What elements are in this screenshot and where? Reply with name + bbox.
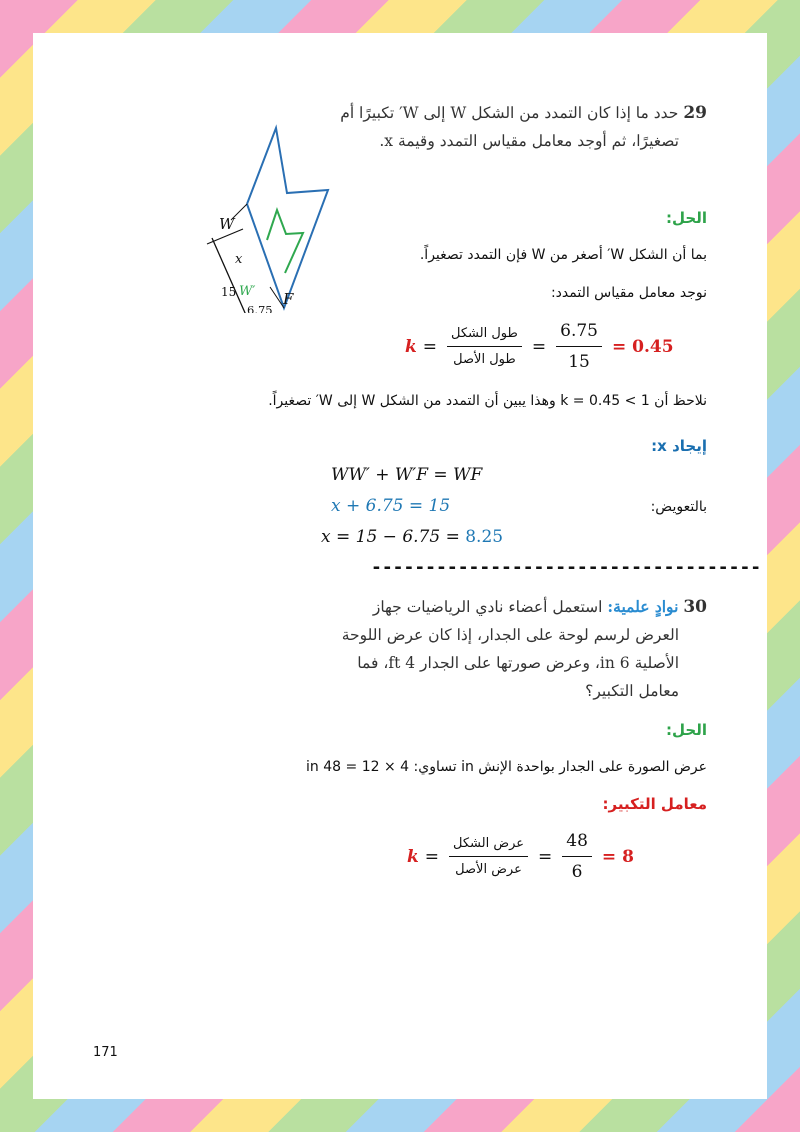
- question-number-30: 30: [683, 597, 707, 617]
- label-15: 15: [221, 285, 237, 299]
- ratio-words-30: $\frac{\text{عرض الشكل}}{\text{عرض الأصل}}$: [449, 836, 528, 877]
- separator-dashes: ------------------------------------: [371, 557, 762, 578]
- question-30-title: نوادٍ علمية:: [607, 597, 679, 616]
- factor-heading: معامل التكبير:: [602, 795, 707, 813]
- question-30-line1: استعمل أعضاء نادي الرياضيات جهاز: [372, 598, 603, 616]
- x-value: 8.25: [465, 527, 504, 547]
- ratio-words: $\frac{\text{طول الشكل}}{\text{طول الأصل}}$: [447, 326, 522, 367]
- statement-wall-width: عرض الصورة على الجدار بواحدة الإنش in تساوي: 4 × 12 = 48 in: [306, 759, 707, 775]
- question-text-line2: تصغيرًا، ثم أوجد معامل مقياس التمدد وقيمة x.: [379, 132, 679, 150]
- solution-heading-30: الحل:: [666, 721, 707, 739]
- equation-segments: WW′ + W′F = WF: [331, 465, 483, 485]
- eq-k: k: [405, 336, 417, 357]
- page-number: 171: [93, 1045, 118, 1060]
- question-number: 29: [683, 103, 707, 123]
- question-30-line3: الأصلية 6 in، وعرض صورتها على الجدار 4 ft، فما: [357, 654, 679, 672]
- eq-result: = 0.45: [611, 336, 674, 357]
- label-w: W: [219, 215, 235, 233]
- ratio-values-30: $\frac{48}{6}$: [562, 831, 592, 882]
- page-sheet: [33, 33, 767, 1099]
- question-30-line2: العرض لرسم لوحة على الجدار، إذا كان عرض اللوحة: [341, 626, 679, 644]
- question-text-line1: حدد ما إذا كان التمدد من الشكل W إلى W′ تكبيرًا أم: [340, 104, 679, 122]
- label-675: 6.75: [247, 303, 273, 313]
- equation-substitute: x + 6.75 = 15: [331, 496, 451, 516]
- ratio-values: $\frac{6.75}{15}$: [556, 321, 602, 372]
- figure-w-prime-outline: [267, 210, 303, 273]
- solution-heading-29: الحل:: [666, 209, 707, 227]
- label-w-prime: W′: [239, 284, 256, 299]
- statement-smaller: بما أن الشكل W′ أصغر من W فإن التمدد تصغيراً.: [419, 247, 707, 263]
- scale-factor-equation: k = $\frac{\text{طول الشكل}}{\text{طول الأصل}}$ = $\frac{6.75}{15}$ = 0.45: [405, 321, 674, 372]
- find-x-heading: إيجاد x:: [651, 437, 707, 455]
- substitution-label: بالتعويض:: [650, 499, 707, 515]
- label-x: x: [235, 252, 243, 267]
- question-30-line4: معامل التكبير؟: [585, 682, 679, 700]
- note-reduction: نلاحظ أن 1 > k = 0.45 وهذا يبين أن التمدد من الشكل W إلى W′ تصغيراً.: [268, 393, 707, 409]
- equation-solve-x: x = 15 − 6.75 = 8.25: [321, 527, 504, 547]
- question-30: [287, 593, 707, 705]
- statement-find-factor: نوجد معامل مقياس التمدد:: [550, 285, 707, 301]
- enlargement-equation: k = $\frac{\text{عرض الشكل}}{\text{عرض الأصل}}$ = $\frac{48}{6}$ = 8: [407, 831, 634, 882]
- label-f: F: [283, 290, 294, 308]
- figure-w-outline: [247, 128, 328, 308]
- eq-result-30: = 8: [601, 846, 634, 867]
